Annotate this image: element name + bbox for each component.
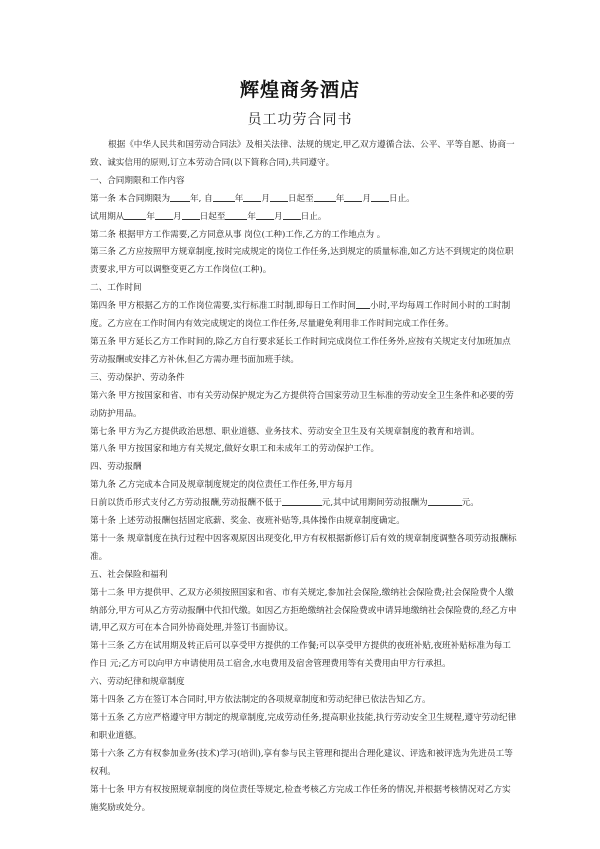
- start-month-blank: [243, 191, 261, 202]
- article-9-text: 元,其中试用期间劳动报酬为: [321, 498, 428, 509]
- article-9-text: 日前以货币形式支付乙方劳动报酬,劳动报酬不低于: [90, 498, 282, 509]
- article-17: 第十七条 甲方有权按照规章制度的岗位责任等规定,检查考核乙方完成工作任务的情况,并根据考核情况对乙方实施奖励或处分。: [90, 784, 511, 813]
- probation-pay-blank: [428, 495, 462, 506]
- document-title: 辉煌商务酒店: [239, 79, 360, 101]
- article-1-text: 年, 自: [190, 193, 213, 204]
- article-1-text: 日止。: [388, 193, 415, 204]
- end-year-blank: [314, 191, 336, 202]
- article-2: 第二条 根据甲方工作需要,乙方同意从事 岗位(工种)工作,乙方的工作地点为 。: [90, 229, 386, 240]
- probation-text: 年: [247, 211, 257, 222]
- article-5: 第五条 甲方延长乙方工作时间的,除乙方自行要求延长工作时间完成岗位工作任务外,应按有关规定支付加班加点劳动报酬或安排乙方补休,但乙方需办理书面加班手续。: [90, 336, 511, 365]
- article-1-text: 年: [234, 193, 244, 204]
- probation-start-month-blank: [155, 209, 173, 220]
- article-9-text: 元。: [461, 498, 479, 509]
- term-years-blank: [170, 191, 190, 202]
- probation-line: [90, 209, 518, 227]
- section-4-heading: 四、劳动报酬: [90, 462, 142, 473]
- article-10: 第十条 上述劳动报酬包括固定底薪、奖金、夜班补贴等,具体操作由规章制度确定。: [90, 516, 405, 527]
- article-16: 第十六条 乙方有权参加业务(技术)学习(培训),享有参与民主管理和提出合理化建议、评选和被评选为先进员工等权利。: [90, 748, 513, 777]
- article-9-text: 第九条 乙方完成本合同及规章制度规定的岗位责任工作任务,甲方每月: [90, 480, 354, 491]
- article-1-text: 月: [261, 193, 270, 204]
- article-15: 第十五条 乙方应严格遵守甲方制定的规章制度,完成劳动任务,提高职业技能,执行劳动安全卫生规程,遵守劳动纪律和职业道德。: [90, 713, 517, 741]
- end-day-blank: [371, 191, 389, 202]
- preamble: 根据《中华人民共和国劳动合同法》及相关法律、法规的规定,甲乙双方遵循合法、公平、平等自愿、协商一致、诚实信用的原则,订立本劳动合同(以下简称合同),共同遵守。: [90, 140, 515, 168]
- article-4-text: 第四条 甲方根据乙方的工作岗位需要,实行标准工时制,即每日工作时间: [90, 301, 357, 312]
- article-1-text: 月: [362, 193, 371, 204]
- section-1-heading: 一、合同期限和工作内容: [90, 175, 185, 186]
- min-pay-blank: [282, 495, 322, 506]
- end-month-blank: [344, 191, 362, 202]
- section-6-heading: 六、劳动纪律和规章制度: [90, 677, 185, 688]
- contract-body: [90, 137, 518, 817]
- article-3: 第三条 乙方应按照甲方规章制度,按时完成规定的岗位工作任务,达到规定的质量标准,如乙方达不到规定的岗位职责要求,甲方可以调整变更乙方工作岗位(工种)。: [90, 247, 514, 276]
- article-1-text: 年: [335, 193, 345, 204]
- article-4-text: 小时,平均每周工作时间小时的工时制度。乙方应在工作时间内有效完成规定的岗位工作任务,尽量避免利用非工作时间完成工作任务。: [90, 301, 511, 330]
- probation-text: 日止。: [300, 211, 327, 222]
- daily-hours-blank: [356, 298, 370, 309]
- article-12: 第十二条 甲方提供甲、乙双方必须按照国家和省、市有关规定,参加社会保险,缴纳社会保险费;社会保险费个人缴纳部分,甲方可从乙方劳动报酬中代扣代缴。如因乙方拒绝缴纳社会保险费或申请异地缴纳社会保险费的,经乙方申请,甲乙双方可在本合同外协商处理,并签订书面协议。: [90, 587, 517, 634]
- probation-text: 月: [274, 211, 283, 222]
- probation-text: 试用期从: [90, 211, 125, 222]
- article-6: 第六条 甲方按国家和省、市有关劳动保护规定为乙方提供符合国家劳动卫生标准的劳动安全卫生条件和必要的劳动防护用品。: [90, 390, 514, 419]
- article-8: 第八条 甲方按国家和地方有关规定,做好女职工和未成年工的劳动保护工作。: [90, 444, 380, 455]
- probation-text: 日起至: [199, 211, 226, 222]
- probation-start-day-blank: [182, 209, 200, 220]
- start-day-blank: [270, 191, 288, 202]
- section-5-heading: 五、社会保险和福利: [90, 569, 168, 580]
- article-1: [90, 191, 518, 209]
- section-2-heading: 二、工作时间: [90, 283, 142, 294]
- article-13: 第十三条 乙方在试用期及转正后可以享受甲方提供的工作餐;可以享受甲方提供的夜班补贴,夜班补贴标准为每工作日 元;乙方可以向甲方申请使用员工宿舍,水电费用及宿舍管理费用等有关费用由甲方行承担。: [90, 641, 511, 670]
- article-4: [90, 298, 518, 334]
- article-1-text: 日起至: [287, 193, 314, 204]
- article-9: [90, 477, 518, 513]
- probation-start-year-blank: [124, 209, 146, 220]
- start-year-blank: [213, 191, 235, 202]
- probation-end-day-blank: [283, 209, 301, 220]
- probation-text: 月: [173, 211, 182, 222]
- document-subtitle: 员工功劳合同书: [247, 112, 353, 128]
- article-14: 第十四条 乙方在签订本合同时,甲方依法制定的各项规章制度和劳动纪律已依法告知乙方。: [90, 695, 431, 706]
- article-11: 第十一条 规章制度在执行过程中因客观原因出现变化,甲方有权根据新修订后有效的规章制度调整各项劳动报酬标准。: [90, 533, 517, 562]
- probation-end-month-blank: [256, 209, 274, 220]
- probation-end-year-blank: [225, 209, 247, 220]
- article-7: 第七条 甲方为乙方提供政治思想、职业道德、业务技术、劳动安全卫生及有关规章制度的教育和培训。: [90, 426, 480, 437]
- section-3-heading: 三、劳动保护、劳动条件: [90, 372, 185, 383]
- article-1-text: 第一条 本合同期限为: [90, 193, 171, 204]
- probation-text: 年: [146, 211, 155, 222]
